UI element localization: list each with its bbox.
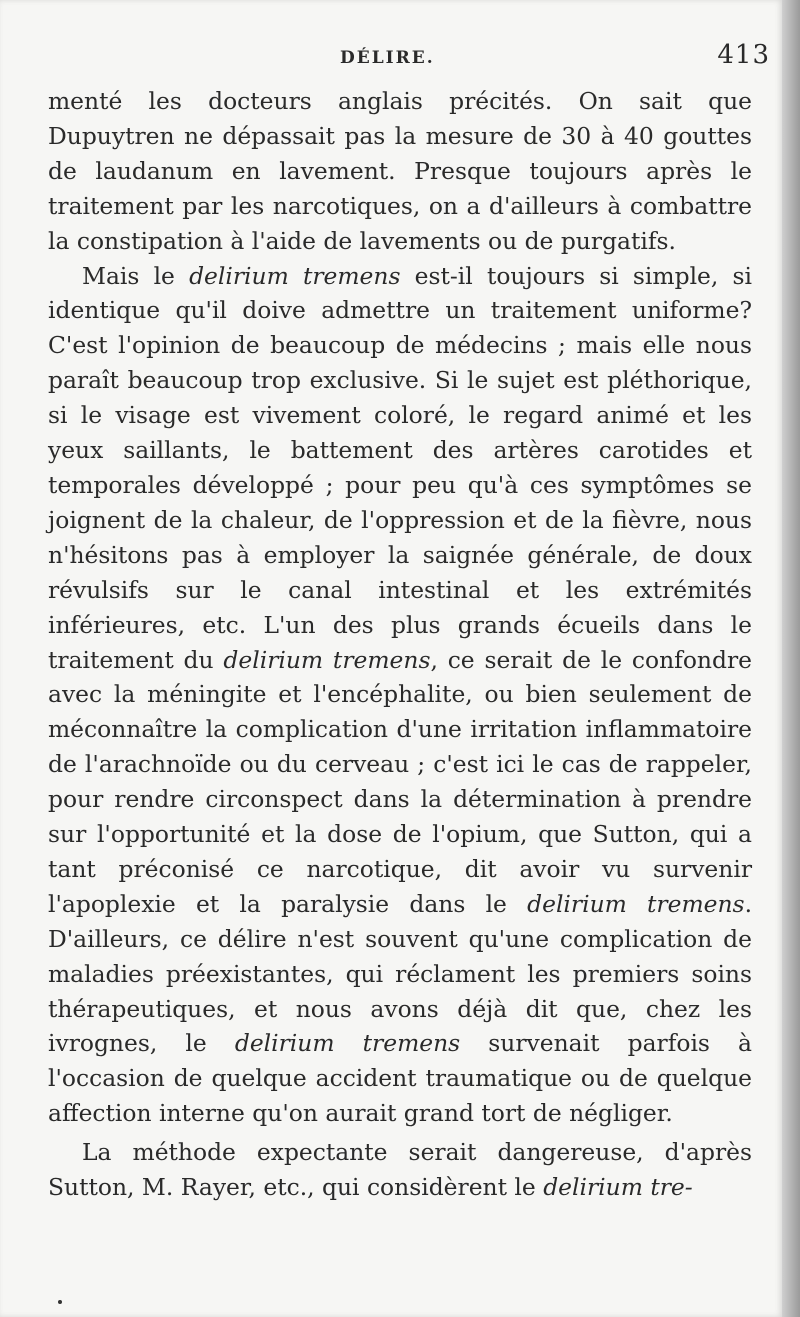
page-edge-shadow bbox=[782, 0, 800, 1317]
text-run: Mais le bbox=[82, 261, 190, 290]
paragraph bbox=[48, 1135, 752, 1205]
italic-term: delirium tremens bbox=[527, 889, 745, 918]
text-run: . D'ailleurs, ce délire n'est souvent qu'une complication de maladies préexistantes, qui réclament les premiers soins thérapeutiques, et nous avons déjà dit que, chez les ivrognes, le bbox=[48, 889, 752, 1058]
italic-term: delirium tremens bbox=[223, 645, 431, 674]
paragraph bbox=[48, 84, 752, 259]
text-run: survenait parfois à l'occasion de quelque accident traumatique ou de quelque affection interne qu'on aurait grand tort de négliger. bbox=[48, 1029, 752, 1128]
italic-term: delirium tre- bbox=[543, 1173, 693, 1202]
text-run: est-il toujours si simple, si identique qu'il doive admettre un traitement uniforme? C'est l'opinion de beaucoup de médecins ; mais elle nous paraît beaucoup trop exclusive. Si le sujet est pléthorique, si le visage est vivement coloré, le regard animé et les yeux saillants, le battement des artères carotides et temporales développé ; pour peu qu'à ces symptômes se joignent de la chaleur, de l'oppression et de la fièvre, nous n'hésitons pas à employer la saignée générale, de doux révulsifs sur le canal intestinal et les extrémités inférieures, etc. L'un des plus grands écueils dans le traitement du bbox=[48, 261, 752, 674]
paragraph bbox=[48, 259, 752, 1132]
italic-term: delirium tremens bbox=[234, 1029, 461, 1058]
body-text bbox=[48, 84, 752, 1205]
page-header bbox=[48, 40, 770, 80]
running-head: DÉLIRE. bbox=[340, 48, 435, 68]
text-run: , ce serait de le confondre avec la méningite et l'encéphalite, ou bien seulement de méconnaître la complication d'une irritation inflammatoire de l'arachnoïde ou du cerveau ; c'est ici le cas de rappeler, pour rendre circonspect dans la détermination à prendre sur l'opportunité et la dose de l'opium, que Sutton, qui a tant préconisé ce narcotique, dit avoir vu survenir l'apoplexie et la paralysie dans le bbox=[48, 645, 752, 918]
print-speck bbox=[58, 1300, 62, 1304]
page-number: 413 bbox=[717, 40, 770, 70]
italic-term: delirium tremens bbox=[189, 261, 401, 290]
text-run: La méthode expectante serait dangereuse, d'après Sutton, M. Rayer, etc., qui considèrent le bbox=[48, 1138, 752, 1202]
text-run: menté les docteurs anglais précités. On sait que Dupuytren ne dépassait pas la mesure de 30 à 40 gouttes de laudanum en lavement. Presque toujours après le traitement par les narcotiques, on a d'ailleurs à combattre la constipation à l'aide de lavements ou de purgatifs. bbox=[48, 87, 752, 255]
